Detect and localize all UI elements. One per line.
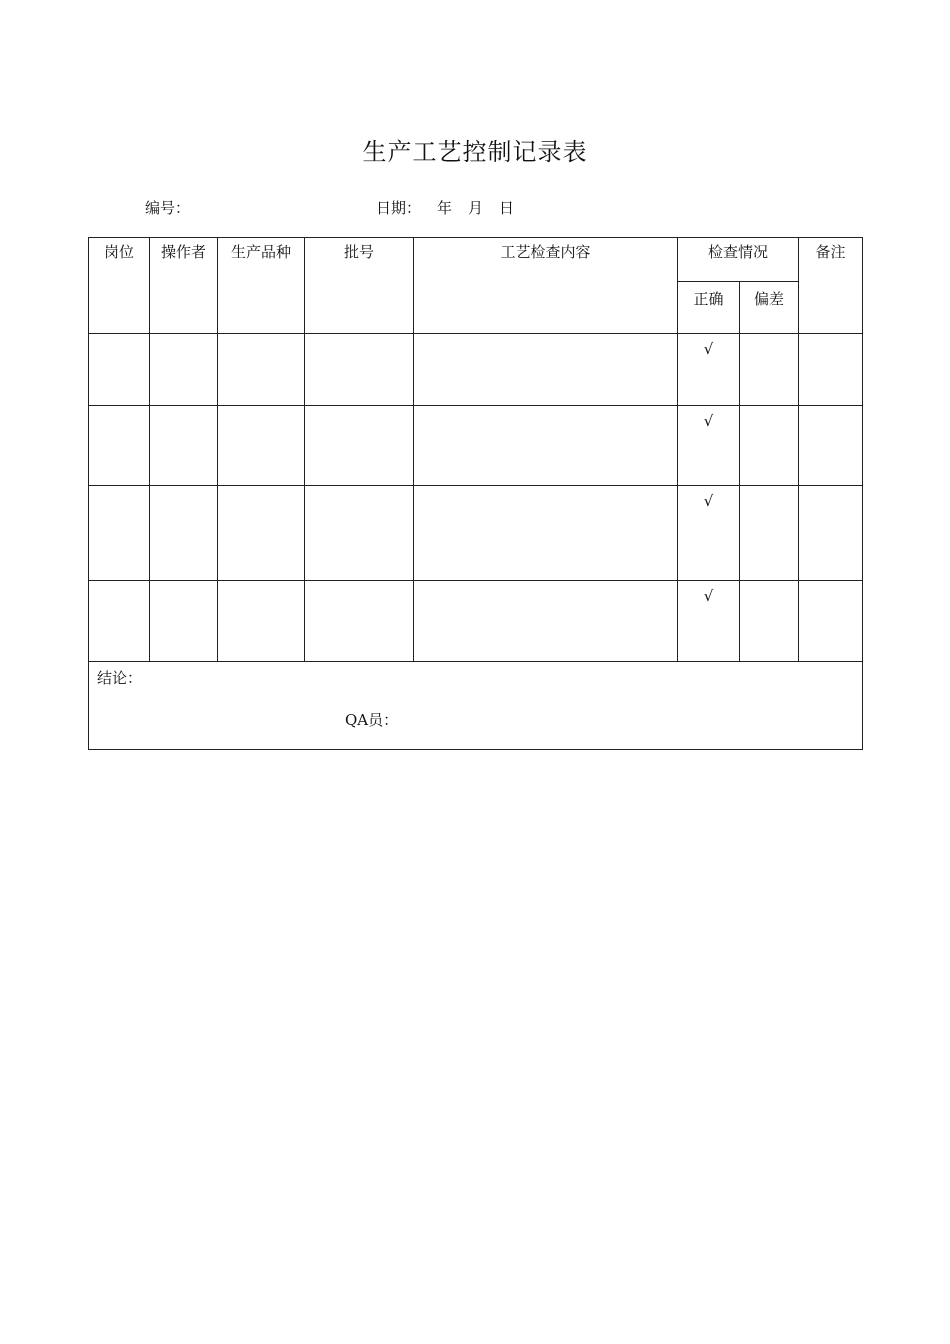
header-operator: 操作者 — [150, 238, 218, 334]
cell-position — [89, 406, 150, 486]
code-label: 编号： — [145, 199, 191, 217]
cell-remarks — [799, 334, 863, 406]
qa-label: QA员： — [345, 711, 399, 729]
cell-content — [414, 486, 678, 581]
header-correct: 正确 — [678, 282, 740, 334]
cell-batch — [305, 581, 414, 662]
header-position: 岗位 — [89, 238, 150, 334]
cell-operator — [150, 406, 218, 486]
cell-remarks — [799, 406, 863, 486]
cell-operator — [150, 581, 218, 662]
cell-deviation — [740, 406, 799, 486]
header-product: 生产品种 — [218, 238, 305, 334]
cell-operator — [150, 486, 218, 581]
conclusion-cell — [89, 662, 863, 750]
cell-correct-checkmark: √ — [678, 334, 740, 406]
table-row — [89, 486, 863, 581]
date-day: 日 — [499, 199, 515, 217]
cell-product — [218, 581, 305, 662]
header-remarks: 备注 — [799, 238, 863, 334]
cell-deviation — [740, 486, 799, 581]
page-title: 生产工艺控制记录表 — [362, 138, 588, 166]
cell-batch — [305, 406, 414, 486]
table-row — [89, 581, 863, 662]
cell-deviation — [740, 581, 799, 662]
cell-position — [89, 486, 150, 581]
date-line — [376, 197, 514, 218]
cell-product — [218, 334, 305, 406]
cell-product — [218, 486, 305, 581]
cell-remarks — [799, 581, 863, 662]
table-row — [89, 406, 863, 486]
date-year: 年 — [437, 199, 453, 217]
cell-content — [414, 406, 678, 486]
cell-correct-checkmark: √ — [678, 581, 740, 662]
header-batch: 批号 — [305, 238, 414, 334]
cell-batch — [305, 334, 414, 406]
date-label: 日期： — [376, 199, 422, 217]
cell-content — [414, 334, 678, 406]
cell-product — [218, 406, 305, 486]
cell-content — [414, 581, 678, 662]
cell-deviation — [740, 334, 799, 406]
cell-remarks — [799, 486, 863, 581]
conclusion-label: 结论： — [97, 669, 143, 687]
table-row — [89, 334, 863, 406]
record-table — [88, 237, 863, 750]
cell-operator — [150, 334, 218, 406]
cell-correct-checkmark: √ — [678, 406, 740, 486]
cell-position — [89, 581, 150, 662]
cell-batch — [305, 486, 414, 581]
date-month: 月 — [468, 199, 484, 217]
header-deviation: 偏差 — [740, 282, 799, 334]
header-content: 工艺检查内容 — [414, 238, 678, 334]
cell-position — [89, 334, 150, 406]
header-inspection: 检查情况 — [678, 238, 799, 282]
cell-correct-checkmark: √ — [678, 486, 740, 581]
